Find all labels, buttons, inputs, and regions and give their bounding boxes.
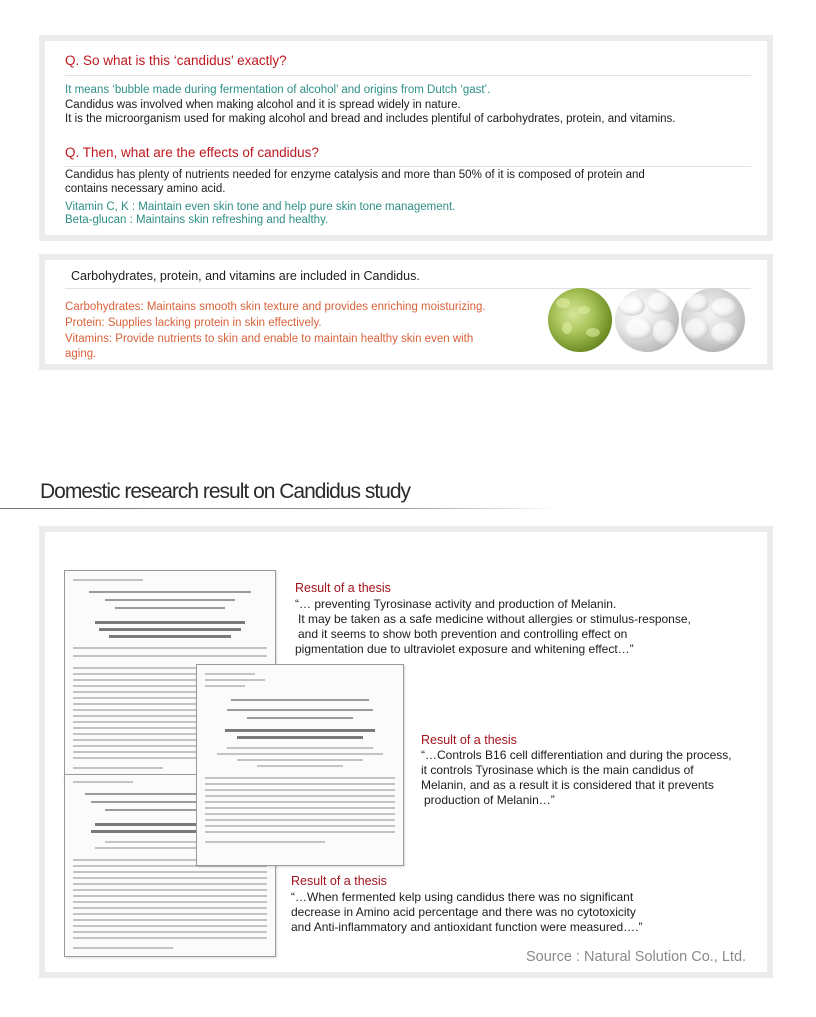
ingredients-panel — [39, 254, 773, 370]
result-quote-line: and Anti-inflammatory and antioxidant function were measured….” — [291, 920, 643, 934]
result-quote-line: “…Controls B16 cell differentiation and during the process, — [421, 748, 732, 762]
divider — [65, 75, 751, 76]
answer-line: It is the microorganism used for making alcohol and bread and includes plentiful of carbohydrates, protein, and vitamins. — [65, 113, 676, 125]
section-title: Domestic research result on Candidus study — [40, 480, 411, 503]
gray-yeast-image — [681, 288, 745, 352]
answer-line: contains necessary amino acid. — [65, 183, 226, 195]
result-title: Result of a thesis — [421, 733, 517, 747]
source-credit: Source : Natural Solution Co., Ltd. — [526, 949, 747, 965]
answer-line: It means ‘bubble made during fermentation of alcohol’ and origins from Dutch ‘gast’. — [65, 84, 491, 96]
answer-line: Candidus has plenty of nutrients needed for enzyme catalysis and more than 50% of it is composed of protein and — [65, 169, 645, 181]
ingredient-line: Carbohydrates: Maintains smooth skin texture and provides enriching moisturizing. — [65, 301, 486, 313]
ingredient-line: Protein: Supplies lacking protein in skin effectively. — [65, 317, 322, 329]
answer-line: Beta-glucan : Maintains skin refreshing and healthy. — [65, 214, 329, 226]
research-panel — [39, 526, 773, 978]
section-divider — [0, 508, 560, 509]
faq-panel — [39, 35, 773, 241]
divider — [65, 166, 751, 167]
white-yeast-image — [615, 288, 679, 352]
thesis-paper-image — [196, 664, 404, 866]
ingredient-line: aging. — [65, 348, 97, 360]
green-yeast-image — [548, 288, 612, 352]
question-heading: Q. So what is this ‘candidus’ exactly? — [65, 53, 287, 68]
ingredient-line: Vitamins: Provide nutrients to skin and enable to maintain healthy skin even with — [65, 333, 474, 345]
question-heading: Q. Then, what are the effects of candidus? — [65, 145, 319, 160]
result-quote-line: “… preventing Tyrosinase activity and production of Melanin. — [295, 597, 617, 611]
result-quote-line: and it seems to show both prevention and controlling effect on — [298, 627, 628, 641]
result-quote-line: production of Melanin…” — [424, 793, 555, 807]
ingredients-title: Carbohydrates, protein, and vitamins are included in Candidus. — [71, 269, 420, 283]
result-quote-line: pigmentation due to ultraviolet exposure and whitening effect…” — [295, 642, 634, 656]
result-quote-line: decrease in Amino acid percentage and there was no cytotoxicity — [291, 905, 636, 919]
result-quote-line: Melanin, and as a result it is considered that it prevents — [421, 778, 714, 792]
result-title: Result of a thesis — [291, 874, 387, 888]
result-quote-line: It may be taken as a safe medicine without allergies or stimulus-response, — [298, 612, 691, 626]
result-quote-line: it controls Tyrosinase which is the main candidus of — [421, 763, 694, 777]
result-title: Result of a thesis — [295, 581, 391, 595]
answer-line: Candidus was involved when making alcohol and it is spread widely in nature. — [65, 99, 461, 111]
result-quote-line: “…When fermented kelp using candidus there was no significant — [291, 890, 634, 904]
answer-line: Vitamin C, K : Maintain even skin tone and help pure skin tone management. — [65, 201, 456, 213]
